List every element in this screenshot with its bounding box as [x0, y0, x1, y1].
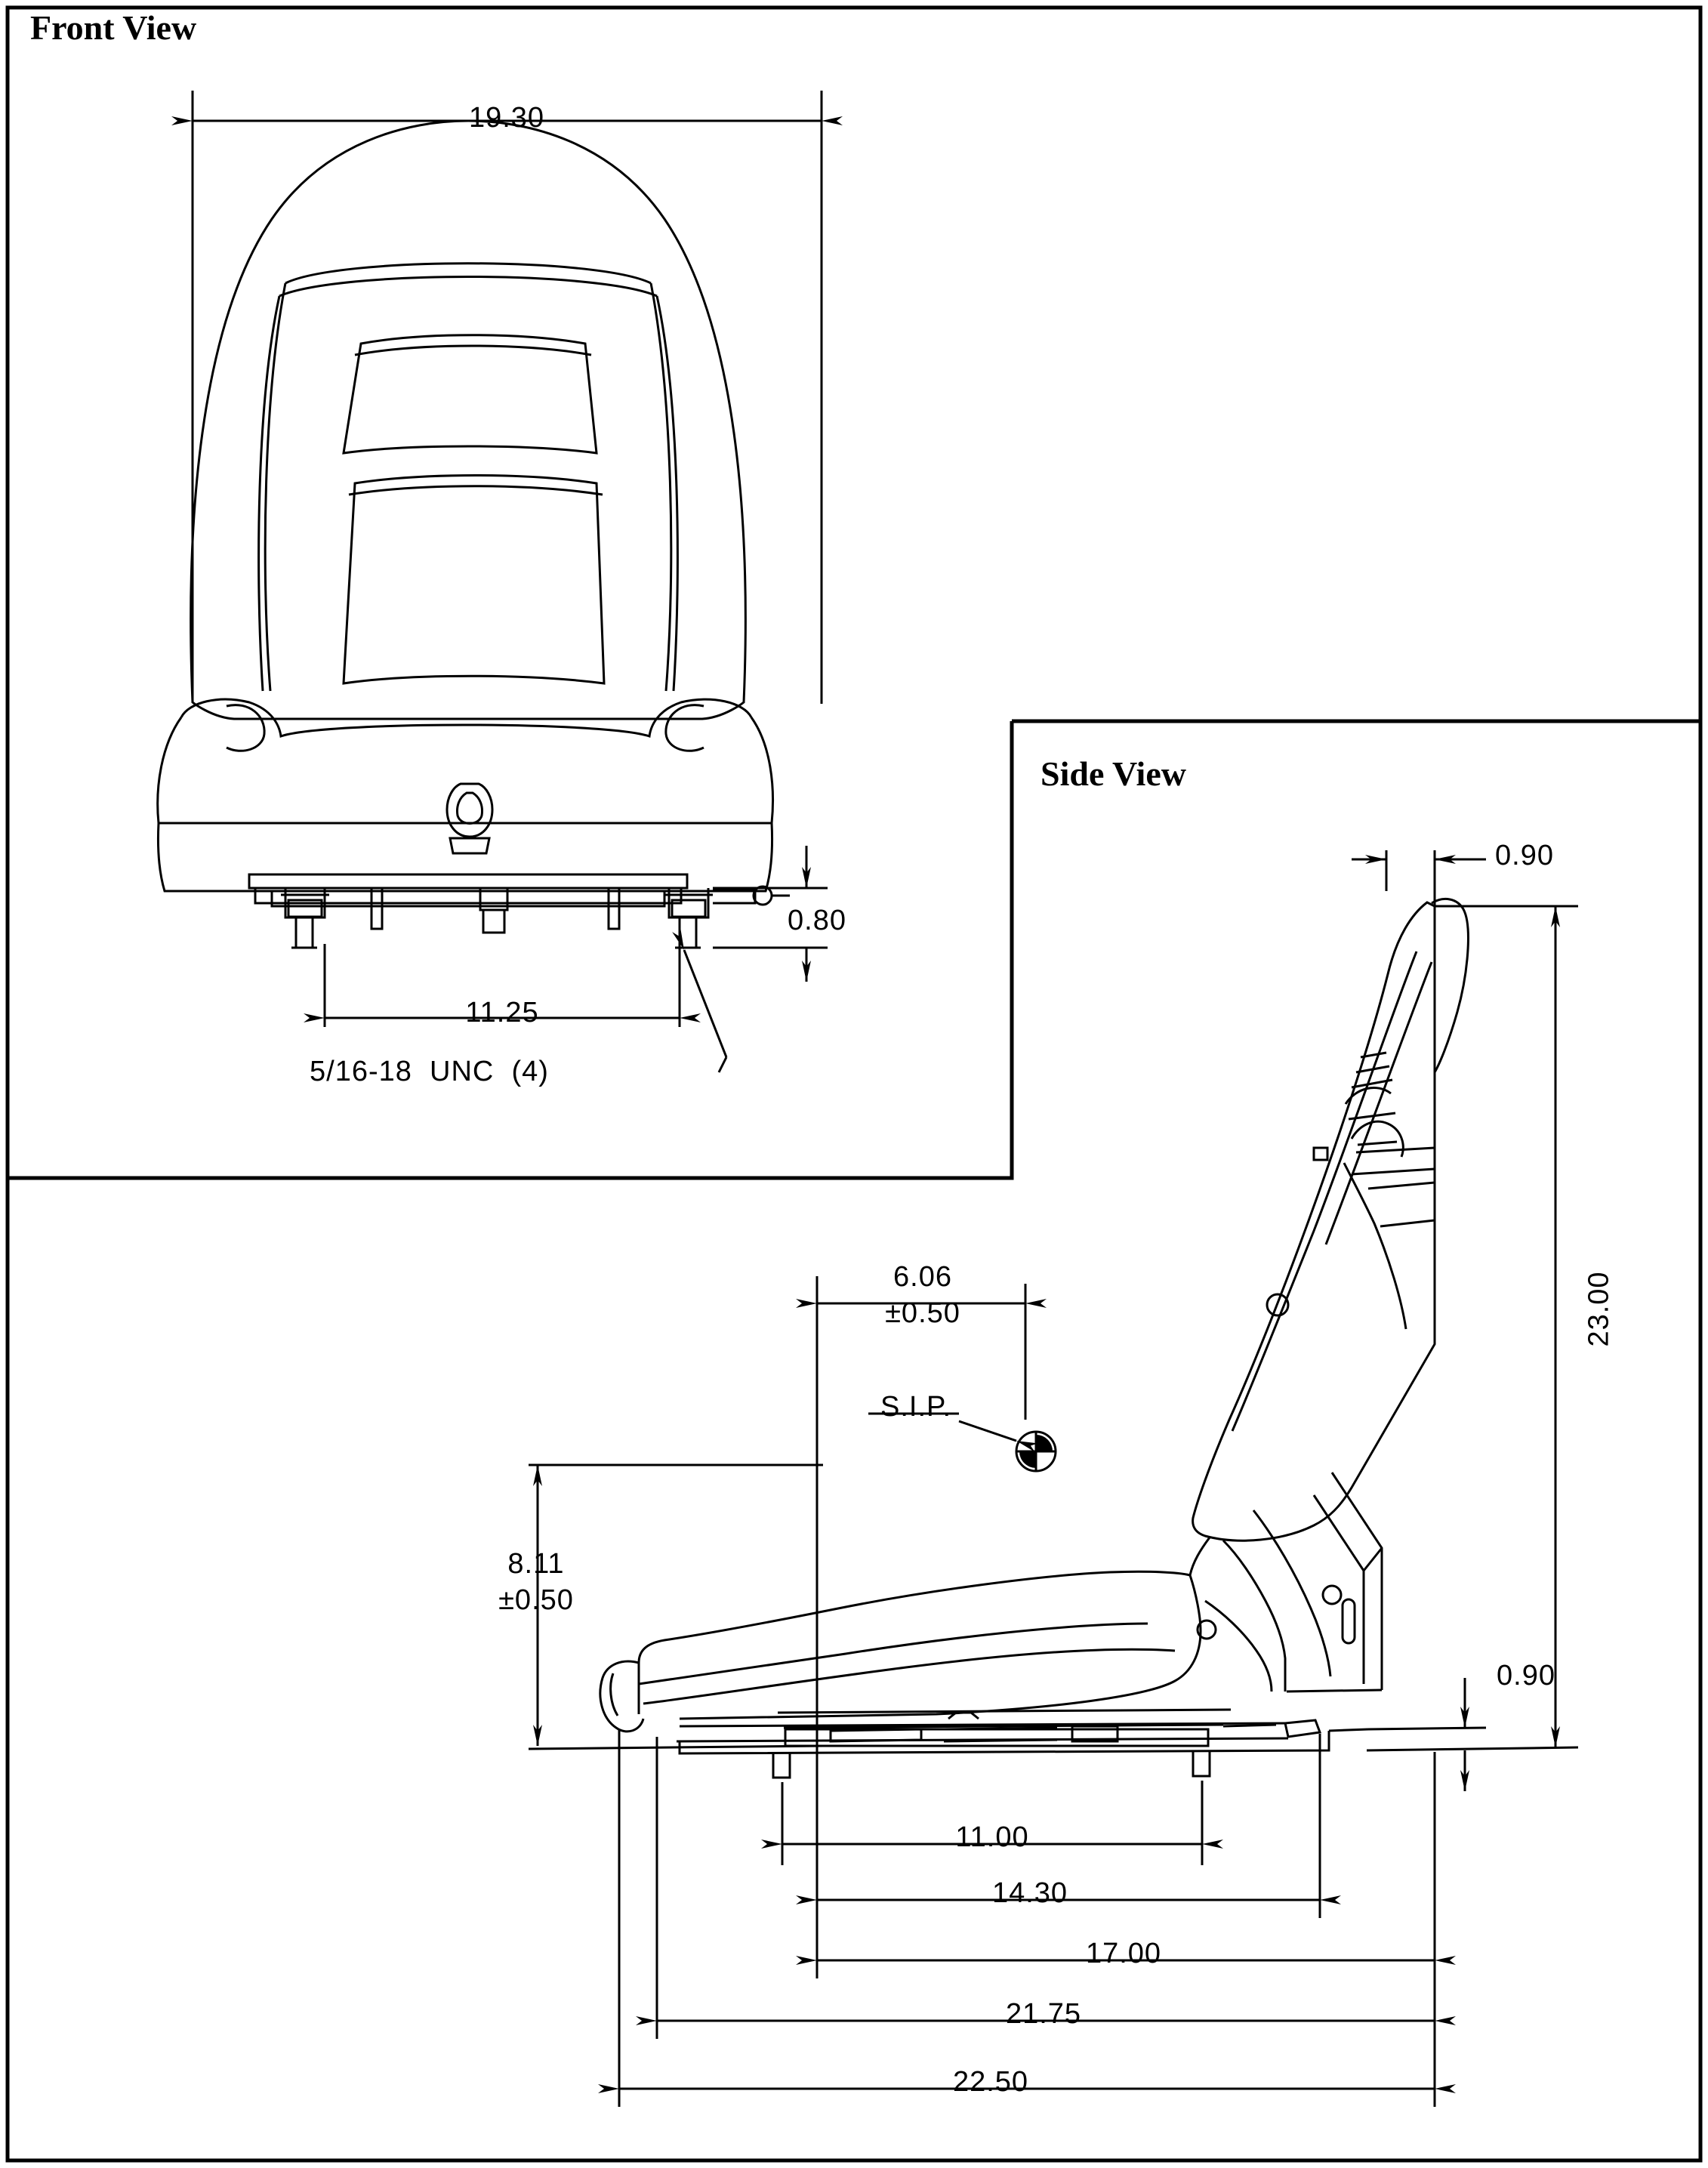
dim-side-mount-spacing-depth: 11.00: [955, 1821, 1029, 1853]
dim-front-bracket-height: 0.80: [788, 905, 846, 936]
dim-side-base-depth-1: 14.30: [991, 1877, 1068, 1909]
dim-side-base-depth-2: 17.00: [1085, 1938, 1162, 1969]
front-view-dimension-lines: [193, 91, 828, 1072]
dim-front-mount-spacing: 11.25: [465, 997, 539, 1028]
front-view-base-assembly: [249, 874, 790, 948]
dim-side-sip-label: S.I.P.: [880, 1391, 952, 1423]
dim-side-sip-vertical: 8.11: [507, 1548, 565, 1580]
dim-side-base-depth-3: 21.75: [1005, 1998, 1082, 2030]
dim-side-overall-height: 23.00: [1583, 1271, 1615, 1347]
side-view-dimension-lines: [529, 850, 1578, 2107]
side-view-title: Side View: [1041, 754, 1186, 793]
sheet-border: [8, 8, 1700, 2160]
front-view-title: Front View: [30, 8, 197, 47]
dim-side-overall-depth: 22.50: [952, 2066, 1029, 2098]
front-view-seat-outline: [158, 121, 773, 891]
dim-side-sip-vertical-tol: ±0.50: [498, 1584, 574, 1616]
dim-side-sip-horizontal-tol: ±0.50: [885, 1297, 960, 1329]
side-view-base-assembly: [677, 1710, 1368, 1778]
dim-front-overall-width: 19.30: [468, 102, 545, 134]
dim-side-base-rear-offset: 0.90: [1497, 1660, 1555, 1692]
dim-side-backrest-top-offset: 0.90: [1495, 840, 1554, 871]
dim-side-sip-horizontal: 6.06: [893, 1261, 952, 1293]
dim-front-thread-callout: 5/16-18 UNC (4): [310, 1056, 549, 1087]
